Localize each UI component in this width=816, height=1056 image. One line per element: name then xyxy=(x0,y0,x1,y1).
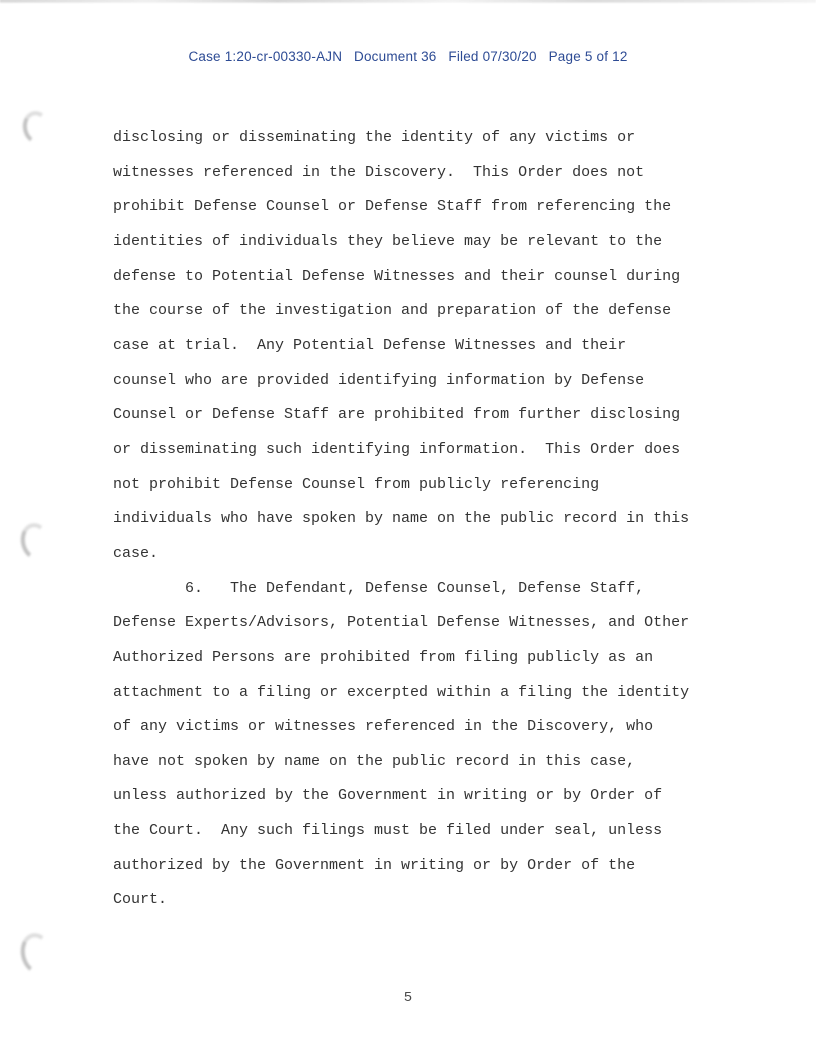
document-line: authorized by the Government in writing or by Order of the xyxy=(113,856,636,874)
document-line: the Court. Any such filings must be filed under seal, unless xyxy=(113,822,663,840)
document-line: of any victims or witnesses referenced in the Discovery, who xyxy=(113,718,654,736)
page-number: 5 xyxy=(403,990,413,1006)
hole-punch-artifact-middle xyxy=(17,520,53,562)
document-line: attachment to a filing or excerpted within a filing the identity xyxy=(113,683,690,701)
hole-punch-artifact-bottom xyxy=(17,930,56,977)
document-line: case at trial. Any Potential Defense Witnesses and their xyxy=(113,336,627,354)
document-line: identities of individuals they believe may be relevant to the xyxy=(113,232,663,250)
document-body xyxy=(113,121,713,918)
document-line: defense to Potential Defense Witnesses and their counsel during xyxy=(113,267,681,285)
document-line: 6. The Defendant, Defense Counsel, Defense Staff, xyxy=(113,579,645,597)
paragraph xyxy=(113,121,713,572)
document-line: the course of the investigation and preparation of the defense xyxy=(113,302,672,320)
hole-punch-artifact-top xyxy=(20,109,53,147)
document-line: Counsel or Defense Staff are prohibited from further disclosing xyxy=(113,406,681,424)
document-line: Defense Experts/Advisors, Potential Defense Witnesses, and Other xyxy=(113,614,690,632)
scan-edge-artifact xyxy=(0,0,816,4)
document-line: unless authorized by the Government in writing or by Order of xyxy=(113,787,663,805)
document-line: Court. xyxy=(113,891,168,909)
document-line: disclosing or disseminating the identity of any victims or xyxy=(113,129,636,146)
document-line: or disseminating such identifying information. This Order does xyxy=(113,440,681,458)
document-line: counsel who are provided identifying information by Defense xyxy=(113,371,645,389)
document-line: have not spoken by name on the public record in this case, xyxy=(113,752,636,770)
document-line: individuals who have spoken by name on the public record in this xyxy=(113,510,690,528)
document-line: not prohibit Defense Counsel from publicly referencing xyxy=(113,475,600,493)
document-line: Authorized Persons are prohibited from filing publicly as an xyxy=(113,648,654,666)
paragraph xyxy=(113,572,713,919)
document-line: witnesses referenced in the Discovery. This Order does not xyxy=(113,163,645,181)
document-line: prohibit Defense Counsel or Defense Staff from referencing the xyxy=(113,198,672,216)
ecf-header-stamp: Case 1:20-cr-00330-AJN Document 36 Filed 07/30/20 Page 5 of 12 xyxy=(188,49,628,64)
document-line: case. xyxy=(113,544,159,562)
